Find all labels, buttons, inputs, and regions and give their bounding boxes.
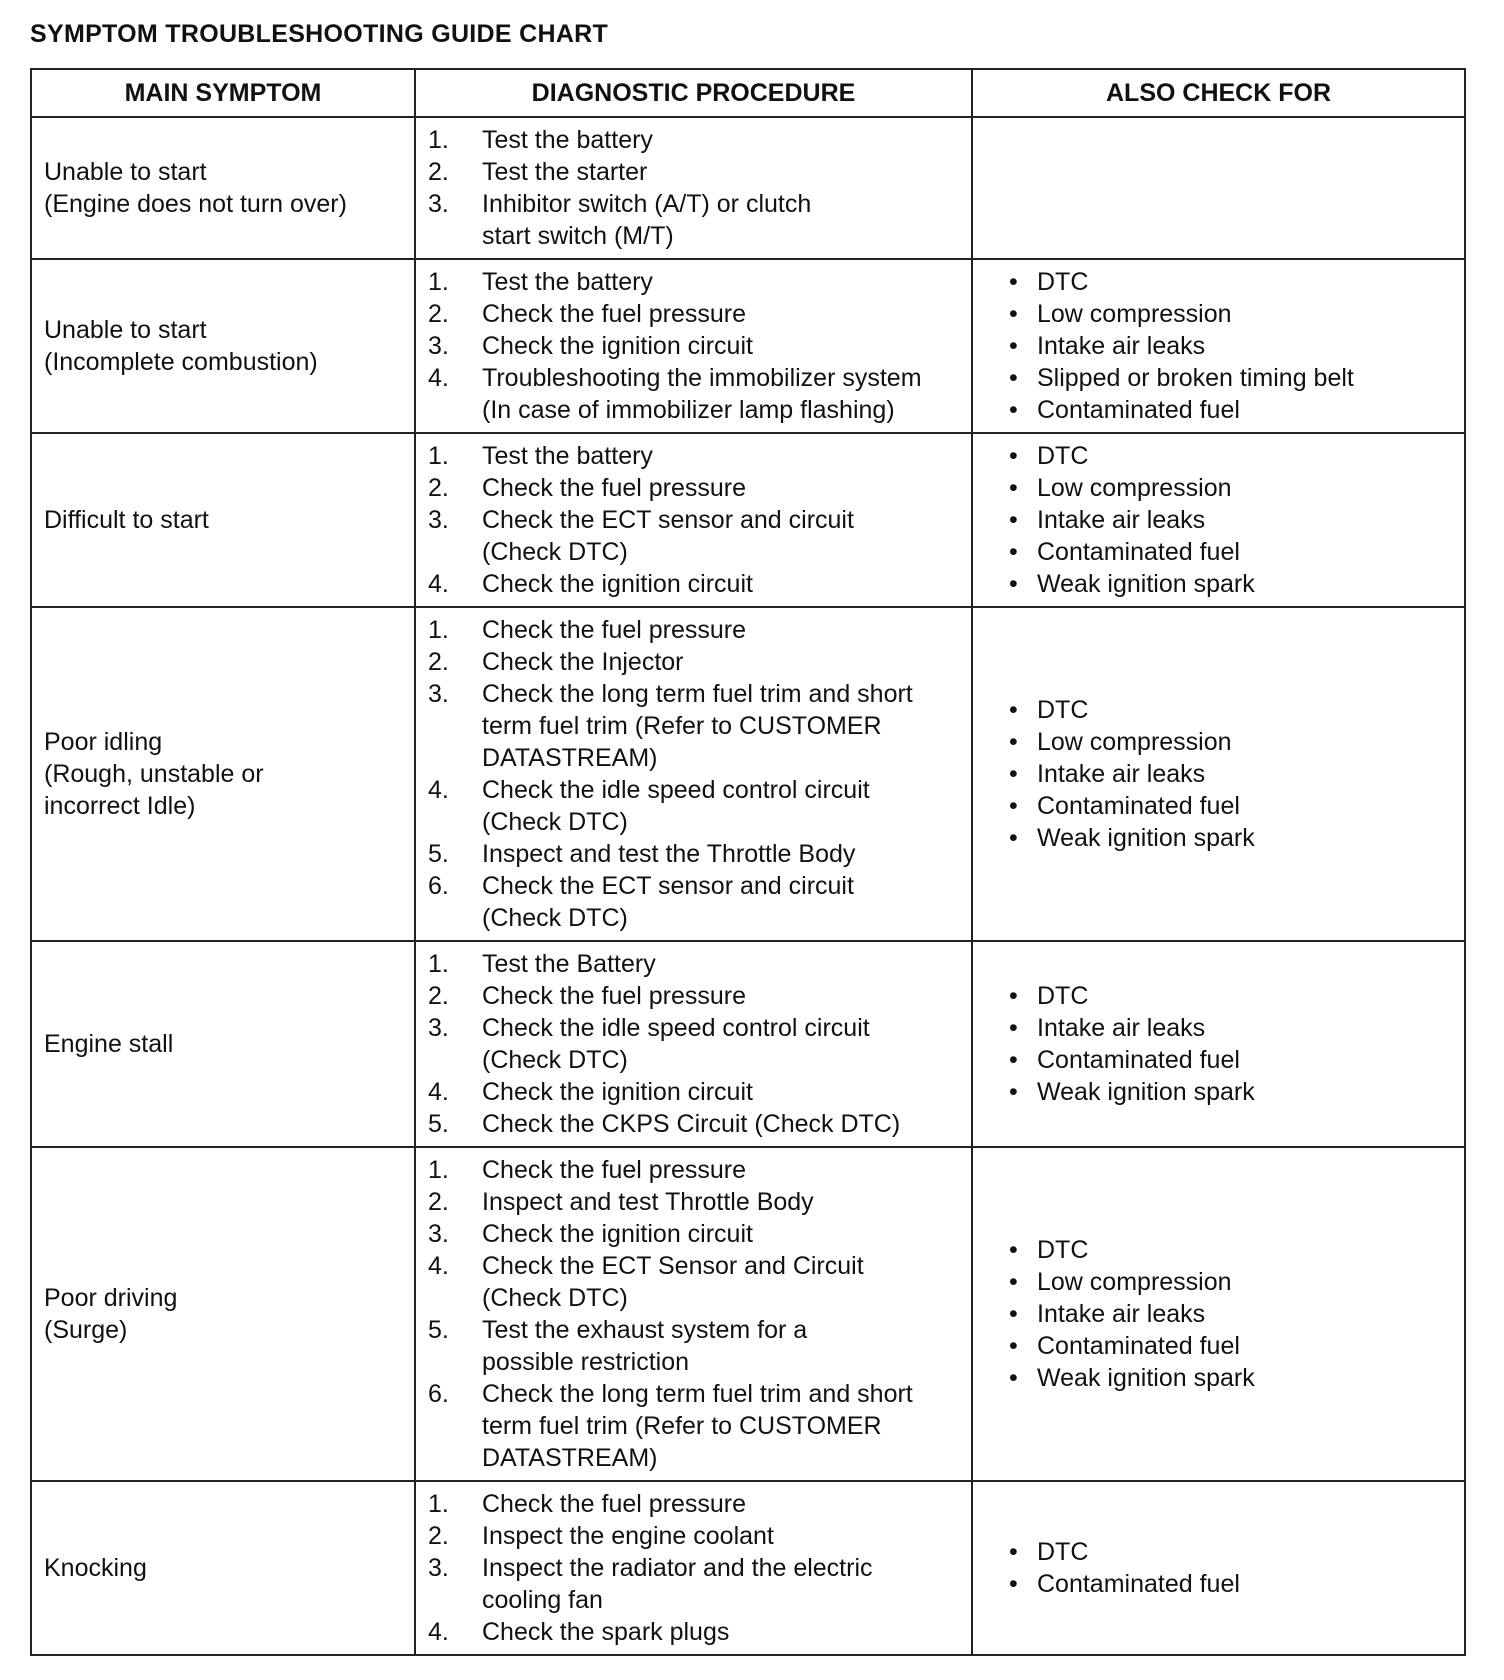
procedure-step (428, 1520, 965, 1552)
also-check-item (1009, 822, 1464, 854)
step-text: Test the battery (482, 126, 653, 154)
also-check-text: Contaminated fuel (1037, 792, 1240, 820)
procedure-step (428, 1250, 965, 1314)
step-number: 1. (428, 442, 449, 470)
step-text: Check the idle speed control circuit (Check DTC) (482, 776, 870, 836)
step-text: Inspect and test Throttle Body (482, 1188, 814, 1216)
also-check-list (1009, 266, 1464, 426)
bullet-icon: • (1009, 792, 1018, 820)
also-check-item (1009, 1076, 1464, 1108)
bullet-icon: • (1009, 1538, 1018, 1566)
step-text: Inspect the radiator and the electric cooling fan (482, 1554, 873, 1614)
procedure-step (428, 472, 965, 504)
also-check-item (1009, 694, 1464, 726)
step-number: 2. (428, 648, 449, 676)
step-text: Check the ignition circuit (482, 1078, 753, 1106)
step-number: 1. (428, 950, 449, 978)
main-symptom-cell: Poor idling (Rough, unstable or incorrect Idle) (31, 607, 415, 941)
step-text: Test the battery (482, 268, 653, 296)
also-check-text: Weak ignition spark (1037, 1078, 1255, 1106)
also-check-text: DTC (1037, 696, 1089, 724)
also-check-item (1009, 1234, 1464, 1266)
step-number: 4. (428, 570, 449, 598)
also-check-text: Low compression (1037, 728, 1232, 756)
also-check-item (1009, 362, 1464, 394)
also-check-cell (972, 433, 1465, 607)
bullet-icon: • (1009, 1570, 1018, 1598)
also-check-text: DTC (1037, 268, 1089, 296)
also-check-item (1009, 1012, 1464, 1044)
also-check-text: Intake air leaks (1037, 332, 1206, 360)
table-row (31, 117, 1465, 259)
also-check-text: Weak ignition spark (1037, 570, 1255, 598)
header-also-check-for: ALSO CHECK FOR (972, 69, 1465, 117)
also-check-list (1009, 1536, 1464, 1600)
procedure-step (428, 838, 965, 870)
main-symptom-cell: Knocking (31, 1481, 415, 1655)
step-text: Check the fuel pressure (482, 616, 747, 644)
bullet-icon: • (1009, 300, 1018, 328)
bullet-icon: • (1009, 442, 1018, 470)
bullet-icon: • (1009, 1268, 1018, 1296)
also-check-item (1009, 472, 1464, 504)
also-check-list (1009, 980, 1464, 1108)
step-number: 4. (428, 1078, 449, 1106)
procedure-step (428, 1314, 965, 1378)
bullet-icon: • (1009, 474, 1018, 502)
step-number: 1. (428, 126, 449, 154)
bullet-icon: • (1009, 1078, 1018, 1106)
procedure-step (428, 774, 965, 838)
procedure-step (428, 1154, 965, 1186)
header-diagnostic-procedure: DIAGNOSTIC PROCEDURE (415, 69, 972, 117)
also-check-item (1009, 1536, 1464, 1568)
bullet-icon: • (1009, 824, 1018, 852)
step-text: Inhibitor switch (A/T) or clutch start switch (M/T) (482, 190, 812, 250)
also-check-item (1009, 504, 1464, 536)
step-number: 5. (428, 1110, 449, 1138)
procedure-step (428, 1076, 965, 1108)
also-check-text: Contaminated fuel (1037, 396, 1240, 424)
procedure-step (428, 504, 965, 568)
step-number: 1. (428, 1490, 449, 1518)
also-check-item (1009, 394, 1464, 426)
procedure-step (428, 980, 965, 1012)
step-text: Inspect the engine coolant (482, 1522, 774, 1550)
also-check-item (1009, 298, 1464, 330)
procedure-step (428, 948, 965, 980)
procedure-step (428, 646, 965, 678)
also-check-text: Weak ignition spark (1037, 1364, 1255, 1392)
also-check-text: Intake air leaks (1037, 506, 1206, 534)
step-number: 1. (428, 268, 449, 296)
bullet-icon: • (1009, 506, 1018, 534)
step-text: Check the ignition circuit (482, 1220, 753, 1248)
bullet-icon: • (1009, 1236, 1018, 1264)
also-check-text: DTC (1037, 1538, 1089, 1566)
step-number: 4. (428, 776, 449, 804)
diagnostic-procedure-cell (415, 1147, 972, 1481)
table-row (31, 1147, 1465, 1481)
procedure-step (428, 440, 965, 472)
also-check-item (1009, 266, 1464, 298)
step-text: Check the long term fuel trim and short term fuel trim (Refer to CUSTOMER DATASTREAM) (482, 1380, 913, 1472)
bullet-icon: • (1009, 696, 1018, 724)
procedure-step (428, 568, 965, 600)
procedure-step (428, 266, 965, 298)
bullet-icon: • (1009, 396, 1018, 424)
also-check-cell (972, 607, 1465, 941)
procedure-step (428, 1552, 965, 1616)
table-row (31, 1481, 1465, 1655)
step-number: 5. (428, 1316, 449, 1344)
step-number: 1. (428, 616, 449, 644)
step-number: 3. (428, 506, 449, 534)
also-check-item (1009, 440, 1464, 472)
also-check-item (1009, 1330, 1464, 1362)
table-body (31, 117, 1465, 1655)
main-symptom-cell: Engine stall (31, 941, 415, 1147)
procedure-step-list (428, 1488, 965, 1648)
step-number: 3. (428, 190, 449, 218)
also-check-list (1009, 1234, 1464, 1394)
step-number: 3. (428, 1014, 449, 1042)
step-number: 2. (428, 300, 449, 328)
bullet-icon: • (1009, 1014, 1018, 1042)
step-text: Inspect and test the Throttle Body (482, 840, 856, 868)
step-text: Test the battery (482, 442, 653, 470)
also-check-text: Low compression (1037, 474, 1232, 502)
step-number: 3. (428, 1220, 449, 1248)
also-check-list (1009, 694, 1464, 854)
step-text: Check the CKPS Circuit (Check DTC) (482, 1110, 901, 1138)
procedure-step (428, 156, 965, 188)
step-text: Check the ECT sensor and circuit (Check DTC) (482, 506, 854, 566)
procedure-step-list (428, 614, 965, 934)
bullet-icon: • (1009, 982, 1018, 1010)
step-text: Check the fuel pressure (482, 300, 747, 328)
also-check-text: Low compression (1037, 1268, 1232, 1296)
step-number: 4. (428, 1252, 449, 1280)
also-check-text: Contaminated fuel (1037, 538, 1240, 566)
procedure-step (428, 298, 965, 330)
also-check-item (1009, 980, 1464, 1012)
also-check-text: DTC (1037, 442, 1089, 470)
troubleshooting-table (30, 68, 1466, 1656)
step-text: Check the long term fuel trim and short term fuel trim (Refer to CUSTOMER DATASTREAM) (482, 680, 913, 772)
also-check-item (1009, 330, 1464, 362)
step-number: 4. (428, 1618, 449, 1646)
step-text: Check the ECT Sensor and Circuit (Check DTC) (482, 1252, 864, 1312)
also-check-item (1009, 1568, 1464, 1600)
bullet-icon: • (1009, 538, 1018, 566)
also-check-text: Intake air leaks (1037, 760, 1206, 788)
step-text: Test the starter (482, 158, 648, 186)
procedure-step (428, 1186, 965, 1218)
also-check-text: DTC (1037, 982, 1089, 1010)
also-check-text: Contaminated fuel (1037, 1332, 1240, 1360)
also-check-item (1009, 536, 1464, 568)
also-check-cell (972, 117, 1465, 259)
step-text: Check the Injector (482, 648, 684, 676)
procedure-step (428, 678, 965, 774)
also-check-text: Intake air leaks (1037, 1014, 1206, 1042)
procedure-step (428, 1218, 965, 1250)
step-number: 3. (428, 680, 449, 708)
diagnostic-procedure-cell (415, 259, 972, 433)
step-text: Check the ignition circuit (482, 332, 753, 360)
also-check-text: Low compression (1037, 300, 1232, 328)
header-main-symptom: MAIN SYMPTOM (31, 69, 415, 117)
step-number: 4. (428, 364, 449, 392)
bullet-icon: • (1009, 332, 1018, 360)
also-check-item (1009, 1362, 1464, 1394)
step-text: Check the spark plugs (482, 1618, 730, 1646)
step-text: Check the fuel pressure (482, 982, 747, 1010)
bullet-icon: • (1009, 1364, 1018, 1392)
also-check-item (1009, 1298, 1464, 1330)
step-number: 1. (428, 1156, 449, 1184)
step-text: Troubleshooting the immobilizer system (In case of immobilizer lamp flashing) (482, 364, 922, 424)
procedure-step (428, 124, 965, 156)
procedure-step-list (428, 440, 965, 600)
procedure-step-list (428, 266, 965, 426)
step-text: Check the idle speed control circuit (Check DTC) (482, 1014, 870, 1074)
also-check-text: Contaminated fuel (1037, 1570, 1240, 1598)
procedure-step-list (428, 124, 965, 252)
diagnostic-procedure-cell (415, 433, 972, 607)
bullet-icon: • (1009, 1300, 1018, 1328)
step-number: 6. (428, 1380, 449, 1408)
procedure-step (428, 1378, 965, 1474)
table-header-row (31, 69, 1465, 117)
table-row (31, 607, 1465, 941)
main-symptom-cell: Difficult to start (31, 433, 415, 607)
step-text: Check the fuel pressure (482, 1490, 747, 1518)
procedure-step (428, 1616, 965, 1648)
table-row (31, 941, 1465, 1147)
step-number: 2. (428, 474, 449, 502)
step-text: Test the Battery (482, 950, 656, 978)
also-check-item (1009, 758, 1464, 790)
main-symptom-cell: Unable to start (Incomplete combustion) (31, 259, 415, 433)
procedure-step (428, 870, 965, 934)
step-text: Check the fuel pressure (482, 1156, 747, 1184)
bullet-icon: • (1009, 1332, 1018, 1360)
step-number: 3. (428, 332, 449, 360)
step-number: 6. (428, 872, 449, 900)
step-number: 2. (428, 1522, 449, 1550)
also-check-item (1009, 726, 1464, 758)
bullet-icon: • (1009, 268, 1018, 296)
step-text: Check the fuel pressure (482, 474, 747, 502)
also-check-list (1009, 440, 1464, 600)
step-number: 2. (428, 1188, 449, 1216)
bullet-icon: • (1009, 570, 1018, 598)
main-symptom-cell: Poor driving (Surge) (31, 1147, 415, 1481)
bullet-icon: • (1009, 728, 1018, 756)
procedure-step (428, 1108, 965, 1140)
procedure-step (428, 330, 965, 362)
also-check-item (1009, 568, 1464, 600)
procedure-step (428, 1488, 965, 1520)
procedure-step-list (428, 1154, 965, 1474)
table-row (31, 259, 1465, 433)
step-number: 5. (428, 840, 449, 868)
bullet-icon: • (1009, 364, 1018, 392)
diagnostic-procedure-cell (415, 941, 972, 1147)
step-text: Check the ignition circuit (482, 570, 753, 598)
also-check-item (1009, 1044, 1464, 1076)
also-check-text: Weak ignition spark (1037, 824, 1255, 852)
also-check-cell (972, 1147, 1465, 1481)
also-check-cell (972, 259, 1465, 433)
also-check-item (1009, 790, 1464, 822)
procedure-step (428, 362, 965, 426)
step-number: 2. (428, 158, 449, 186)
diagnostic-procedure-cell (415, 1481, 972, 1655)
procedure-step (428, 1012, 965, 1076)
also-check-text: Contaminated fuel (1037, 1046, 1240, 1074)
also-check-cell (972, 1481, 1465, 1655)
step-text: Test the exhaust system for a possible restriction (482, 1316, 808, 1376)
also-check-text: Slipped or broken timing belt (1037, 364, 1354, 392)
procedure-step (428, 188, 965, 252)
bullet-icon: • (1009, 760, 1018, 788)
page-title: SYMPTOM TROUBLESHOOTING GUIDE CHART (30, 20, 609, 48)
bullet-icon: • (1009, 1046, 1018, 1074)
main-symptom-cell: Unable to start (Engine does not turn over) (31, 117, 415, 259)
procedure-step (428, 614, 965, 646)
step-number: 2. (428, 982, 449, 1010)
diagnostic-procedure-cell (415, 117, 972, 259)
table-row (31, 433, 1465, 607)
diagnostic-procedure-cell (415, 607, 972, 941)
also-check-cell (972, 941, 1465, 1147)
step-number: 3. (428, 1554, 449, 1582)
step-text: Check the ECT sensor and circuit (Check DTC) (482, 872, 854, 932)
also-check-text: DTC (1037, 1236, 1089, 1264)
procedure-step-list (428, 948, 965, 1140)
also-check-item (1009, 1266, 1464, 1298)
also-check-text: Intake air leaks (1037, 1300, 1206, 1328)
